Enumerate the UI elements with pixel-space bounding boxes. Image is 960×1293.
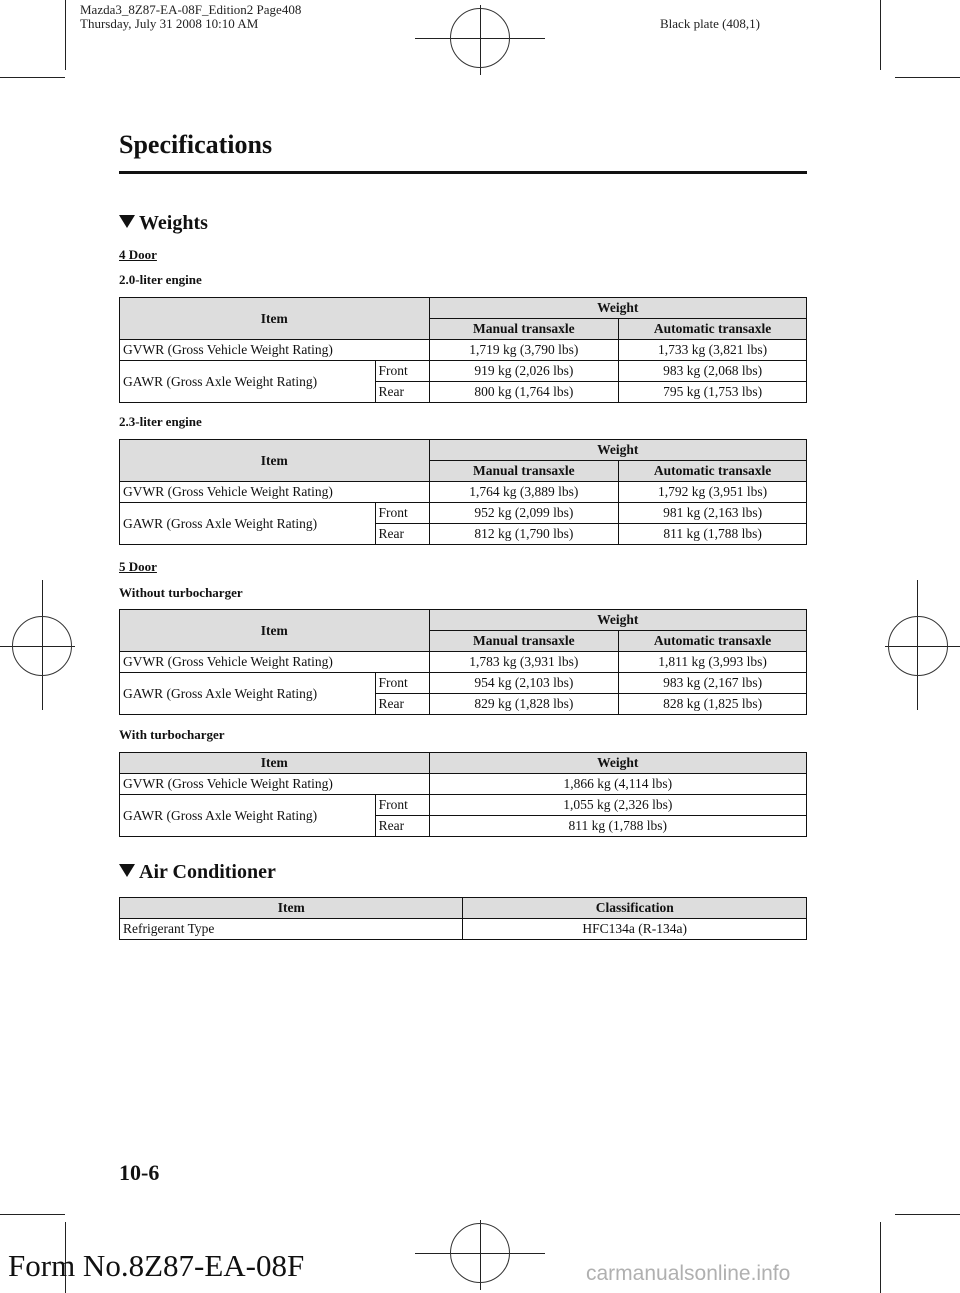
weights-heading-text: Weights: [139, 212, 208, 234]
front-manual: 919 kg (2,026 lbs): [429, 361, 619, 382]
gvwr-manual: 1,783 kg (3,931 lbs): [429, 652, 619, 673]
gvwr-automatic: 1,811 kg (3,993 lbs): [619, 652, 807, 673]
front-automatic: 981 kg (2,163 lbs): [619, 503, 807, 524]
gawr-label: GAWR (Gross Axle Weight Rating): [120, 673, 376, 715]
registration-circle-icon: [888, 616, 948, 676]
weights-5door-noturbo-table: [119, 609, 807, 715]
crop-mark: [895, 1214, 960, 1215]
turbo-label: With turbocharger: [119, 727, 225, 742]
header-classification: Classification: [463, 898, 807, 919]
engine-23-label: 2.3-liter engine: [119, 414, 202, 429]
registration-circle-icon: [450, 1223, 510, 1283]
table-row: [120, 774, 807, 795]
header-manual: Manual transaxle: [429, 319, 619, 340]
no-turbo-label: Without turbocharger: [119, 585, 243, 600]
refrigerant-label: Refrigerant Type: [120, 919, 463, 940]
header-automatic: Automatic transaxle: [619, 461, 807, 482]
gawr-label: GAWR (Gross Axle Weight Rating): [120, 503, 376, 545]
front-manual: 952 kg (2,099 lbs): [429, 503, 619, 524]
axle-rear-label: Rear: [375, 382, 429, 403]
gvwr-automatic: 1,733 kg (3,821 lbs): [619, 340, 807, 361]
plate-label: Black plate (408,1): [660, 16, 760, 31]
table-row: [120, 340, 807, 361]
table-row: [120, 673, 807, 694]
crop-mark: [0, 77, 65, 78]
header-weight: Weight: [429, 298, 807, 319]
five-door-label: 5 Door: [119, 559, 157, 574]
rear-automatic: 828 kg (1,825 lbs): [619, 694, 807, 715]
table-row: [120, 482, 807, 503]
front-automatic: 983 kg (2,167 lbs): [619, 673, 807, 694]
rear-automatic: 811 kg (1,788 lbs): [619, 524, 807, 545]
triangle-bullet-icon: [119, 215, 135, 228]
axle-rear-label: Rear: [375, 694, 429, 715]
form-number: Form No.8Z87-EA-08F: [8, 1248, 305, 1283]
air-conditioner-table: [119, 897, 807, 940]
rear-manual: 800 kg (1,764 lbs): [429, 382, 619, 403]
rear-automatic: 795 kg (1,753 lbs): [619, 382, 807, 403]
header-item: Item: [120, 298, 430, 340]
axle-front-label: Front: [375, 503, 429, 524]
axle-front-label: Front: [375, 673, 429, 694]
table-row: [120, 361, 807, 382]
table-row: [120, 503, 807, 524]
rear-value: 811 kg (1,788 lbs): [429, 816, 806, 837]
header-manual: Manual transaxle: [429, 461, 619, 482]
air-conditioner-heading: [119, 861, 276, 884]
crop-mark: [880, 1222, 881, 1293]
print-header-line: Thursday, July 31 2008 10:10 AM: [80, 16, 259, 31]
weights-4door-23-table: [119, 439, 807, 545]
crop-mark: [895, 77, 960, 78]
table-row: [120, 795, 807, 816]
gvwr-label: GVWR (Gross Vehicle Weight Rating): [120, 652, 430, 673]
gawr-label: GAWR (Gross Axle Weight Rating): [120, 361, 376, 403]
gvwr-manual: 1,764 kg (3,889 lbs): [429, 482, 619, 503]
header-weight: Weight: [429, 610, 807, 631]
refrigerant-value: HFC134a (R-134a): [463, 919, 807, 940]
air-conditioner-heading-text: Air Conditioner: [139, 861, 276, 883]
triangle-bullet-icon: [119, 864, 135, 877]
crop-mark: [0, 1214, 65, 1215]
gvwr-value: 1,866 kg (4,114 lbs): [429, 774, 806, 795]
registration-circle-icon: [450, 8, 510, 68]
page-number: 10-6: [119, 1160, 160, 1185]
engine-20-label: 2.0-liter engine: [119, 272, 202, 287]
four-door-label: 4 Door: [119, 247, 157, 262]
header-automatic: Automatic transaxle: [619, 319, 807, 340]
front-automatic: 983 kg (2,068 lbs): [619, 361, 807, 382]
header-item: Item: [120, 753, 430, 774]
watermark: carmanualsonline.info: [586, 1262, 791, 1285]
weights-heading: [119, 212, 208, 235]
axle-rear-label: Rear: [375, 816, 429, 837]
gvwr-automatic: 1,792 kg (3,951 lbs): [619, 482, 807, 503]
weights-5door-turbo-table: [119, 752, 807, 837]
print-header: [80, 3, 301, 31]
gawr-label: GAWR (Gross Axle Weight Rating): [120, 795, 376, 837]
header-item: Item: [120, 610, 430, 652]
crop-mark: [65, 0, 66, 70]
title-divider: [119, 171, 807, 174]
table-row: [120, 652, 807, 673]
crop-mark: [880, 0, 881, 70]
rear-manual: 812 kg (1,790 lbs): [429, 524, 619, 545]
gvwr-label: GVWR (Gross Vehicle Weight Rating): [120, 340, 430, 361]
axle-front-label: Front: [375, 795, 429, 816]
gvwr-label: GVWR (Gross Vehicle Weight Rating): [120, 482, 430, 503]
weights-4door-20-table: [119, 297, 807, 403]
gvwr-manual: 1,719 kg (3,790 lbs): [429, 340, 619, 361]
table-row: [120, 919, 807, 940]
rear-manual: 829 kg (1,828 lbs): [429, 694, 619, 715]
print-header-line: Mazda3_8Z87-EA-08F_Edition2 Page408: [80, 2, 302, 17]
registration-circle-icon: [12, 616, 72, 676]
axle-front-label: Front: [375, 361, 429, 382]
axle-rear-label: Rear: [375, 524, 429, 545]
front-value: 1,055 kg (2,326 lbs): [429, 795, 806, 816]
header-automatic: Automatic transaxle: [619, 631, 807, 652]
page-title: Specifications: [119, 130, 273, 159]
header-item: Item: [120, 898, 463, 919]
front-manual: 954 kg (2,103 lbs): [429, 673, 619, 694]
header-item: Item: [120, 440, 430, 482]
header-weight: Weight: [429, 753, 806, 774]
header-manual: Manual transaxle: [429, 631, 619, 652]
header-weight: Weight: [429, 440, 807, 461]
gvwr-label: GVWR (Gross Vehicle Weight Rating): [120, 774, 430, 795]
